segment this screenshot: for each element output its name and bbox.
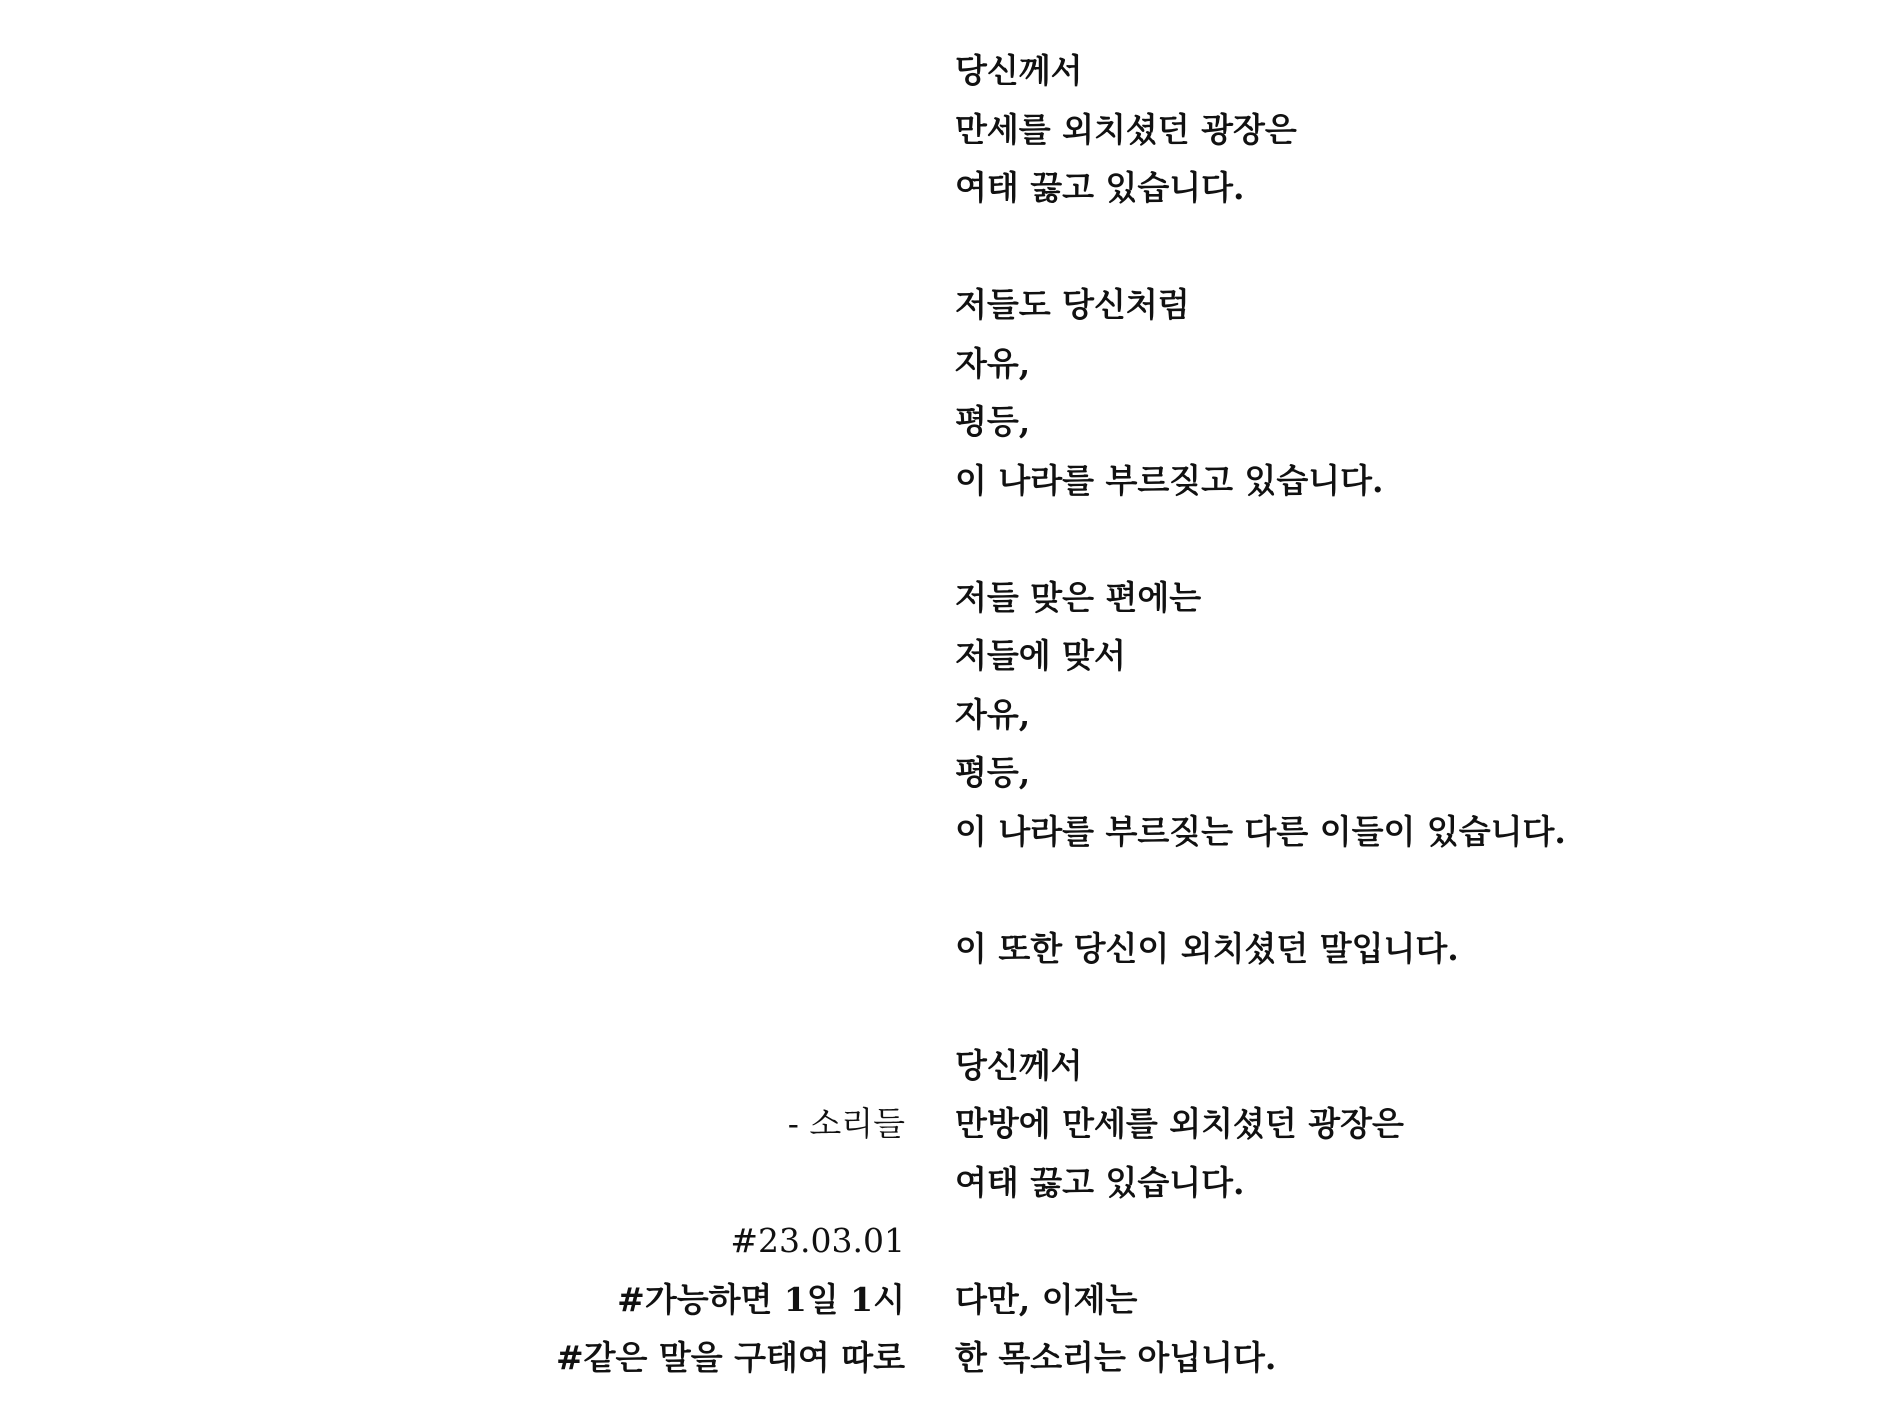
stanza-break	[955, 218, 1855, 277]
poem-line: 만방에 만세를 외치셨던 광장은	[955, 1104, 1404, 1143]
poem-line: 다만, 이제는	[955, 1279, 1138, 1319]
poem-line: 여태 끓고 있습니다.	[955, 1162, 1245, 1202]
poem-line: 이 나라를 부르짖고 있습니다.	[955, 460, 1384, 500]
poem-line: 여태 끓고 있습니다.	[955, 168, 1245, 207]
stanza-break	[955, 978, 1855, 1037]
poem-line: 당신께서	[955, 51, 1083, 90]
poem-title: - 소리들	[787, 1104, 905, 1143]
poem-line: 한 목소리는 아닙니다.	[955, 1338, 1277, 1377]
poem-line: 저들에 맞서	[955, 636, 1126, 675]
poem-line: 당신께서	[955, 1045, 1083, 1085]
poem-line: 평등,	[955, 402, 1031, 441]
poem-line: 만세를 외치셨던 광장은	[955, 109, 1297, 149]
poem-line: 저들 맞은 편에는	[955, 577, 1202, 617]
poem-line: 이 또한 당신이 외치셨던 말입니다.	[955, 928, 1459, 968]
poem-line: 자유,	[955, 343, 1031, 383]
poem-body	[955, 42, 1855, 1388]
stanza-break	[955, 510, 1855, 569]
hashtag-time: #가능하면 1일 1시	[617, 1279, 905, 1319]
poem-line: 이 나라를 부르짖는 다른 이들이 있습니다.	[955, 811, 1566, 851]
stanza-break	[955, 1212, 1855, 1271]
hashtag-note: #같은 말을 구태여 따로	[555, 1338, 905, 1377]
date-tag: #23.03.01	[730, 1221, 905, 1260]
poem-line: 자유,	[955, 694, 1031, 734]
poem-line: 저들도 당신처럼	[955, 285, 1190, 324]
poem-line: 평등,	[955, 753, 1031, 792]
stanza-break	[955, 861, 1855, 920]
